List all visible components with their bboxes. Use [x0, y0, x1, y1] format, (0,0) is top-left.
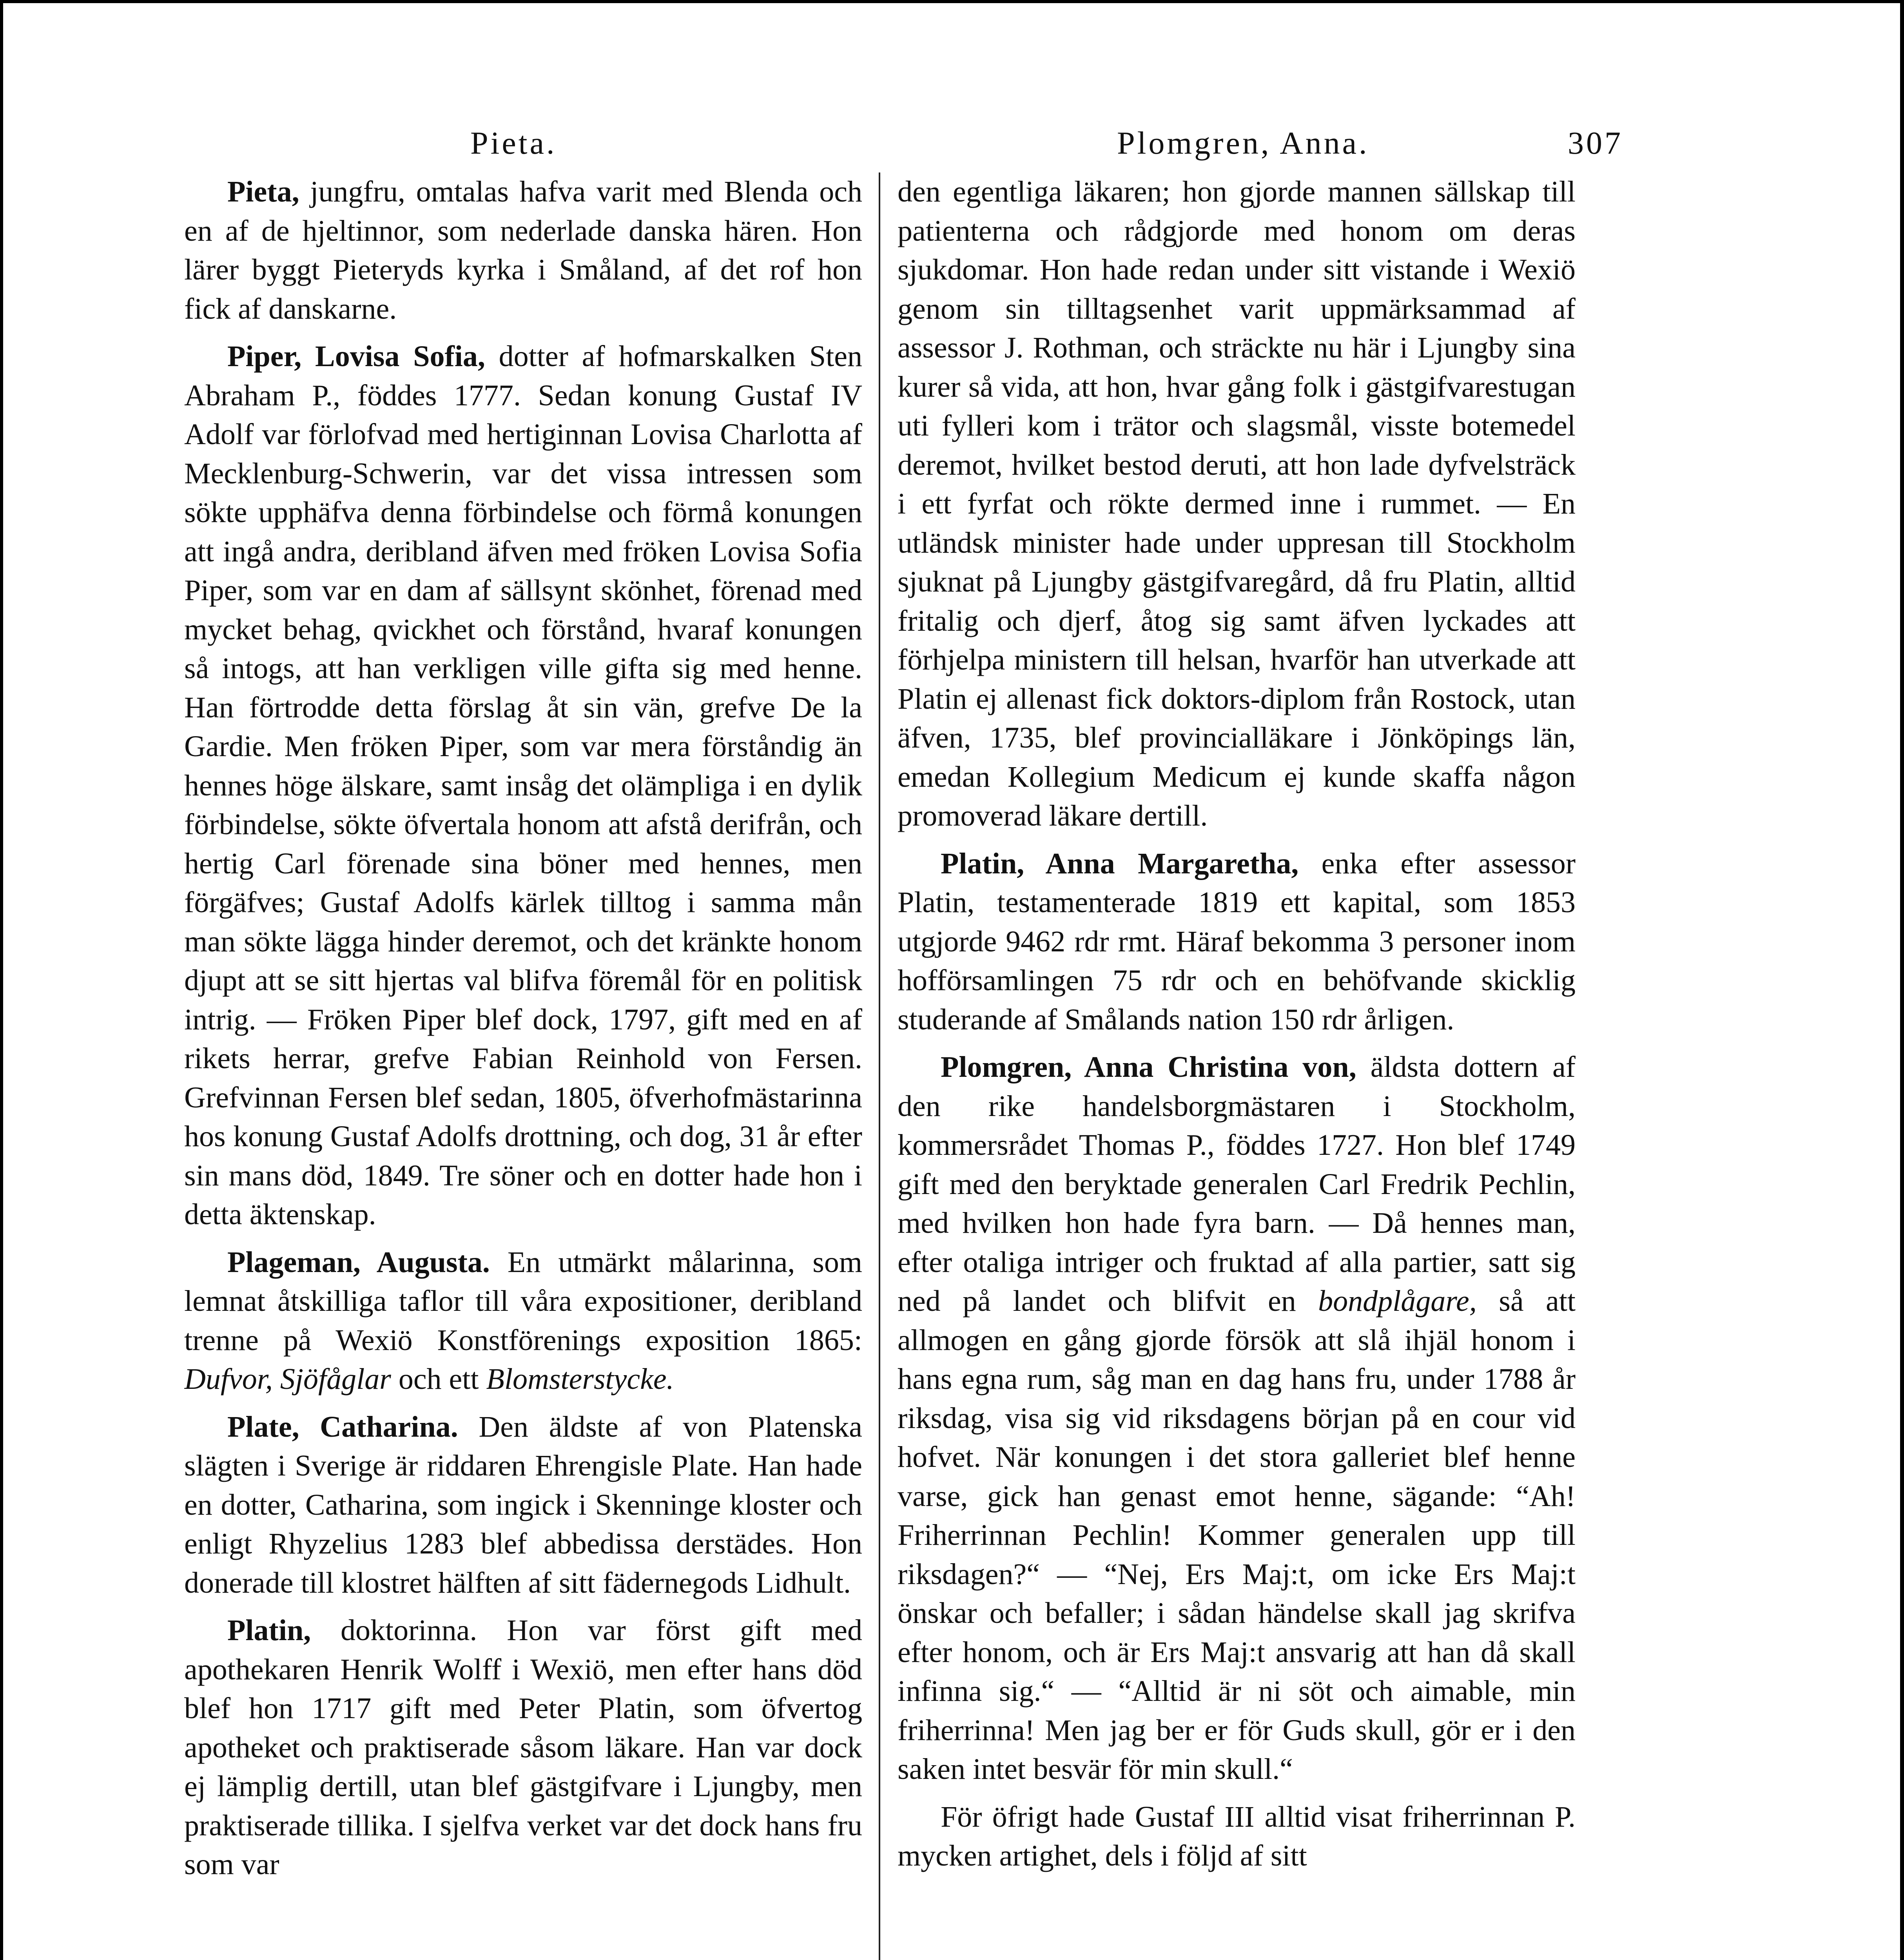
- entry-italic: Dufvor, Sjöfåglar: [184, 1363, 391, 1396]
- scan-border-right: [1900, 0, 1904, 1960]
- entry-platin: [184, 1611, 862, 1884]
- running-head-right: Plomgren, Anna.: [1117, 125, 1369, 161]
- column-divider: [879, 172, 880, 1960]
- entry-term: Pieta,: [227, 175, 299, 208]
- running-head-left: Pieta.: [470, 125, 557, 161]
- entry-italic: bondplågare,: [1318, 1285, 1477, 1318]
- entry-text: För öfrigt hade Gustaf III alltid visat friherrinnan P. mycken artighet, dels i följd af sitt: [898, 1800, 1576, 1872]
- right-column: [898, 172, 1576, 1960]
- entry-term: Piper, Lovisa Sofia,: [227, 340, 485, 373]
- left-column: [184, 172, 862, 1960]
- entry-platin-continued: [898, 172, 1576, 836]
- entry-plate: [184, 1408, 862, 1603]
- entry-platin-anna-margaretha: [898, 844, 1576, 1040]
- entry-term: Platin, Anna Margaretha,: [941, 847, 1299, 880]
- entry-text: jungfru, omtalas hafva varit med Blenda och en af de hjeltinnor, som nederlade danska hären. Hon lärer byggt Pieteryds kyrka i Småland, af det rof hon fick af danskarne.: [184, 175, 862, 325]
- entry-term: Plomgren, Anna Christina von,: [941, 1051, 1356, 1083]
- entry-term: Plate, Catharina.: [227, 1410, 458, 1443]
- entry-text: och ett: [391, 1363, 486, 1396]
- entry-text: En utmärkt målarinna, som lemnat åtskilliga taflor till våra expositioner, deribland trenne på Wexiö Konstförenings exposition 1865:: [184, 1245, 862, 1357]
- scan-border-top: [0, 0, 1904, 3]
- entry-text: dotter af hofmarskalken Sten Abraham P., föddes 1777. Sedan konung Gustaf IV Adolf var förlofvad med hertiginnan Lovisa Charlotta af Mecklenburg-Schwerin, var det vissa intressen som sökte upphäfva denna förbindelse och förmå konungen att ingå andra, deribland äfven med fröken Lovisa Sofia Piper, som var en dam af sällsynt skönhet, förenad med mycket behag, qvickhet och förstånd, hvaraf konungen så intogs, att han verkligen ville gifta sig med henne. Han förtrodde detta förslag åt sin vän, grefve De la Gardie. Men fröken Piper, som var mera förståndig än hennes höge älskare, samt insåg det olämpliga i en dylik förbindelse, sökte öfvertala honom att afstå derifrån, och hertig Carl förenade sina böner med hennes, men förgäfves; Gustaf Adolfs kärlek tilltog i samma mån man sökte lägga hinder deremot, och det kränkte honom djupt att se sitt hjertas val blifva föremål för en politisk intrig. — Fröken Piper blef dock, 1797, gift med en af rikets herrar, grefve Fabian Reinhold von Fersen. Grefvinnan Fersen blef sedan, 1805, öfverhofmästarinna hos konung Gustaf Adolfs drottning, och dog, 31 år efter sin mans död, 1849. Tre söner och en dotter hade hon i detta äktenskap.: [184, 340, 862, 1231]
- entry-text: äldsta dottern af den rike handelsborgmästaren i Stockholm, kommersrådet Thomas P., föddes 1727. Hon blef 1749 gift med den beryktade generalen Carl Fredrik Pechlin, med hvilken hon hade fyra barn. — Då hennes man, efter otaliga intriger och fruktad af alla partier, satt sig ned på landet och blifvit en: [898, 1051, 1576, 1318]
- entry-plomgren-continued: [898, 1798, 1576, 1876]
- entry-plomgren: [898, 1048, 1576, 1789]
- entry-piper: [184, 337, 862, 1234]
- entry-plageman: [184, 1243, 862, 1399]
- entry-text: den egentliga läkaren; hon gjorde mannen sällskap till patienterna och rådgjorde med honom om deras sjukdomar. Hon hade redan under sitt vistande i Wexiö genom sin tilltagsenhet varit uppmärksammad af assessor J. Rothman, och sträckte nu här i Ljungby sina kurer så vida, att hon, hvar gång folk i gästgifvarestugan uti fylleri kom i trätor och slagsmål, visste botemedel deremot, hvilket bestod deruti, att hon lade dyfvelsträck i ett fyrfat och rökte dermed inne i rummet. — En utländsk minister hade under uppresan till Stockholm sjuknat på Ljungby gästgifvaregård, då fru Platin, alltid fritalig och djerf, åtog sig samt äfven lyckades att förhjelpa ministern till helsan, hvarför han utverkade att Platin ej allenast fick doktors-diplom från Rostock, utan äfven, 1735, blef provincialläkare i Jönköpings län, emedan Kollegium Medicum ej kunde skaffa någon promoverad läkare dertill.: [898, 175, 1576, 832]
- entry-text: så att allmogen en gång gjorde försök att slå ihjäl honom i hans egna rum, såg man en dag hans fru, under 1788 år riksdag, visa sig vid riksdagens början på en cour vid hofvet. När konungen i det stora galleriet blef henne varse, gick han genast emot henne, sägande: “Ah! Friherrinnan Pechlin! Kommer generalen upp till riksdagen?“ — “Nej, Ers Maj:t, om icke Ers Maj:t önskar och befaller; i sådan händelse skall jag skrifva efter honom, och är Ers Maj:t ansvarig att han då skall infinna sig.“ — “Alltid är ni söt och aimable, min friherrinna! Men jag ber er för Guds skull, gör er i den saken intet besvär för min skull.“: [898, 1285, 1576, 1786]
- entry-term: Platin,: [227, 1614, 311, 1647]
- scan-border-left: [0, 0, 3, 1960]
- entry-term: Plageman, Augusta.: [227, 1245, 490, 1279]
- entry-pieta: [184, 172, 862, 328]
- entry-italic: Blomsterstycke.: [486, 1363, 674, 1396]
- entry-text: doktorinna. Hon var först gift med apothekaren Henrik Wolff i Wexiö, men efter hans död blef hon 1717 gift med Peter Platin, som öfvertog apotheket och praktiserade såsom läkare. Han var dock ej lämplig dertill, utan blef gästgifvare i Ljungby, men praktiserade tillika. I sjelfva verket var det dock hans fru som var: [184, 1614, 862, 1881]
- entry-text: Den äldste af von Platenska slägten i Sverige är riddaren Ehrengisle Plate. Han hade en dotter, Catharina, som ingick i Skenninge kloster och enligt Rhyzelius 1283 blef abbedissa derstädes. Hon donerade till klostret hälften af sitt fädernegods Lidhult.: [184, 1410, 862, 1599]
- entry-text: enka efter assessor Platin, testamenterade 1819 ett kapital, som 1853 utgjorde 9462 rdr rmt. Häraf bekomma 3 personer inom hofförsamlingen 75 rdr och en behöfvande skicklig studerande af Smålands nation 150 rdr årligen.: [898, 847, 1576, 1036]
- page-number: 307: [1568, 125, 1623, 161]
